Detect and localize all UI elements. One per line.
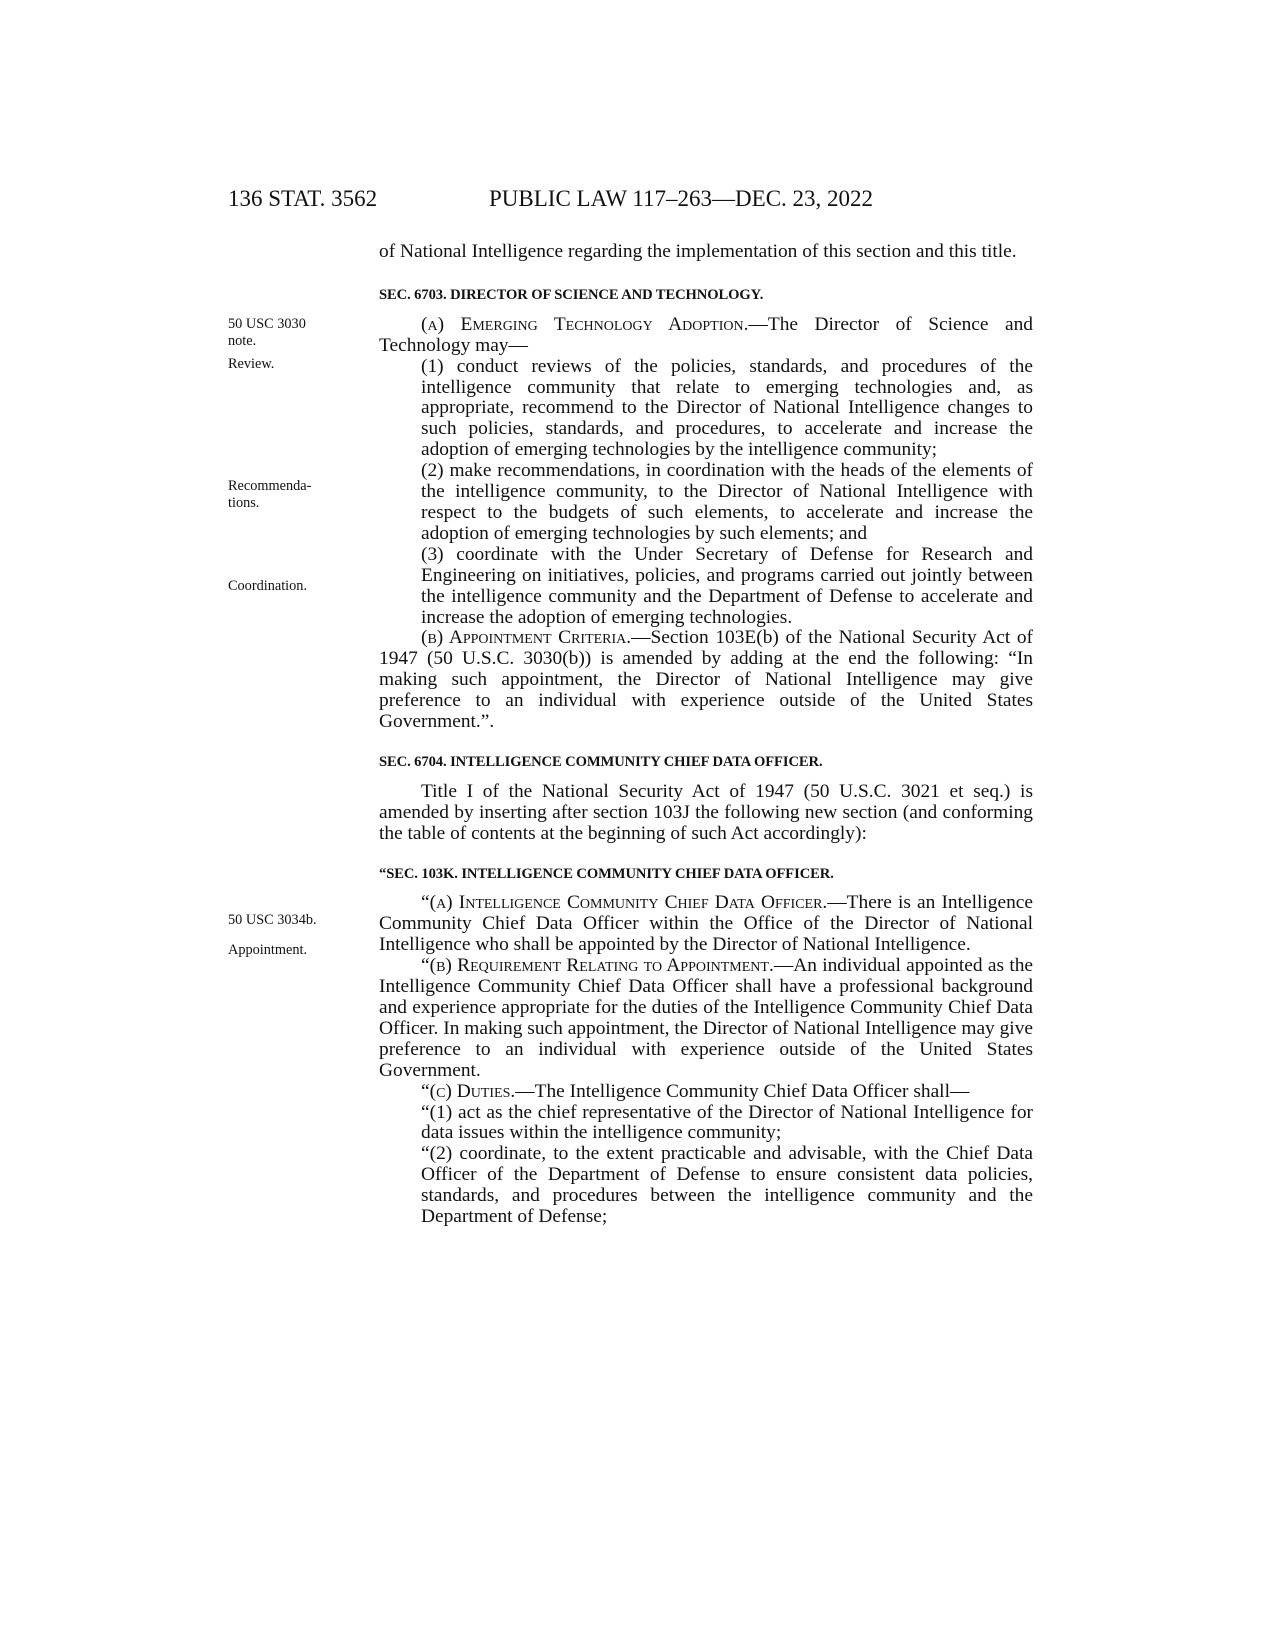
margin-note-appointment: Appointment.	[228, 942, 308, 958]
margin-note-line: Recommenda-	[228, 478, 312, 494]
margin-note-line: tions.	[228, 495, 260, 511]
sec-6703-a1	[421, 357, 1033, 462]
sec-103k-b	[379, 956, 1033, 1081]
document-body	[379, 242, 1033, 1228]
continuation-paragraph: of National Intelligence regarding the implementation of this section and this title.	[379, 241, 1017, 262]
sec-103k-a	[379, 893, 1033, 956]
margin-note-coordination: Coordination.	[228, 578, 308, 594]
sec-6703-heading: SEC. 6703. DIRECTOR OF SCIENCE AND TECHNOLOGY.	[379, 286, 764, 303]
sec-103k-c2	[421, 1144, 1033, 1228]
sec-6703-a	[379, 315, 1033, 357]
sec-103k-b-label: “(b) Requirement Relating to Appointment.	[421, 955, 774, 977]
sec-6703-a3-text: (3) coordinate with the Under Secretary of Defense for Research and Engineering on initiatives, policies, and programs carried out jointly between the intelligence community and the Department of Defense to accelerate and increase the adoption of emerging technologies.	[421, 543, 1033, 628]
sec-103k-b-text: —An individual appointed as the Intelligence Community Chief Data Officer shall have a professional background and experience appropriate for the duties of the Intelligence Community Chief Data Officer. In making such appointment, the Director of National Intelligence may give preference to an individual with experience outside of the United States Government.	[379, 955, 1034, 1081]
margin-note-recommendations	[228, 478, 311, 512]
sec-6703-a-text: —The Director of Science and Technology may—	[379, 313, 1033, 356]
sec-103k-heading: “SEC. 103K. INTELLIGENCE COMMUNITY CHIEF DATA OFFICER.	[379, 865, 834, 882]
sec-103k-a-text: —There is an Intelligence Community Chief Data Officer within the Office of the Director of National Intelligence who shall be appointed by the Director of National Intelligence.	[379, 892, 1033, 956]
page-header	[228, 186, 1028, 218]
sec-6703-a2-text: (2) make recommendations, in coordination with the heads of the elements of the intelligence community, to the Director of National Intelligence with respect to the budgets of such elements, to accelerate and increase the adoption of emerging technologies by such elements; and	[421, 460, 1033, 544]
margin-note-review: Review.	[228, 356, 275, 372]
margin-note-50usc3030	[228, 316, 306, 350]
sec-103k-c-label: “(c) Duties.	[421, 1080, 516, 1102]
sec-6703-a1-text: (1) conduct reviews of the policies, standards, and procedures of the intelligence community that relate to emerging technologies and, as appropriate, recommend to the Director of National Intelligence changes to such policies, standards, and procedures, to accelerate and increase the adoption of emerging technologies by the intelligence community;	[421, 355, 1033, 461]
public-law-citation: PUBLIC LAW 117–263—DEC. 23, 2022	[489, 186, 874, 211]
margin-note-line: note.	[228, 333, 257, 349]
sec-6703-a3	[421, 545, 1033, 629]
sec-6703-a-label: (a) Emerging Technology Adoption.	[421, 313, 749, 335]
sec-103k-c	[379, 1082, 1033, 1103]
sec-6703-b-text: —Section 103E(b) of the National Security Act of 1947 (50 U.S.C. 3030(b)) is amended by adding at the end the following: “In making such appointment, the Director of National Intelligence may give preference to an individual with experience outside of the United States Government.”.	[379, 627, 1033, 733]
sec-6703-a2	[421, 461, 1033, 545]
margin-note-50usc3034b: 50 USC 3034b.	[228, 912, 317, 928]
sec-6704-paragraph: Title I of the National Security Act of 1947 (50 U.S.C. 3021 et seq.) is amended by inserting after section 103J the following new section (and conforming the table of contents at the beginning of such Act accordingly):	[379, 780, 1033, 844]
sec-6704-heading: SEC. 6704. INTELLIGENCE COMMUNITY CHIEF DATA OFFICER.	[379, 753, 823, 770]
margin-note-line: 50 USC 3030	[228, 316, 306, 332]
sec-103k-a-label: “(a) Intelligence Community Chief Data Officer.	[421, 892, 828, 914]
sec-103k-c1-text: “(1) act as the chief representative of the Director of National Intelligence for data issues within the intelligence community;	[421, 1101, 1033, 1144]
sec-6703-b-label: (b) Appointment Criteria.	[421, 627, 632, 649]
sec-103k-c1	[421, 1103, 1033, 1145]
stat-page-number: 136 STAT. 3562	[228, 186, 378, 211]
sec-103k-c-text: —The Intelligence Community Chief Data Officer shall—	[515, 1080, 970, 1102]
sec-6703-b	[379, 628, 1033, 733]
sec-103k-c2-text: “(2) coordinate, to the extent practicable and advisable, with the Chief Data Officer of the Department of Defense to ensure consistent data policies, standards, and procedures between the intelligence community and the Department of Defense;	[421, 1143, 1033, 1228]
